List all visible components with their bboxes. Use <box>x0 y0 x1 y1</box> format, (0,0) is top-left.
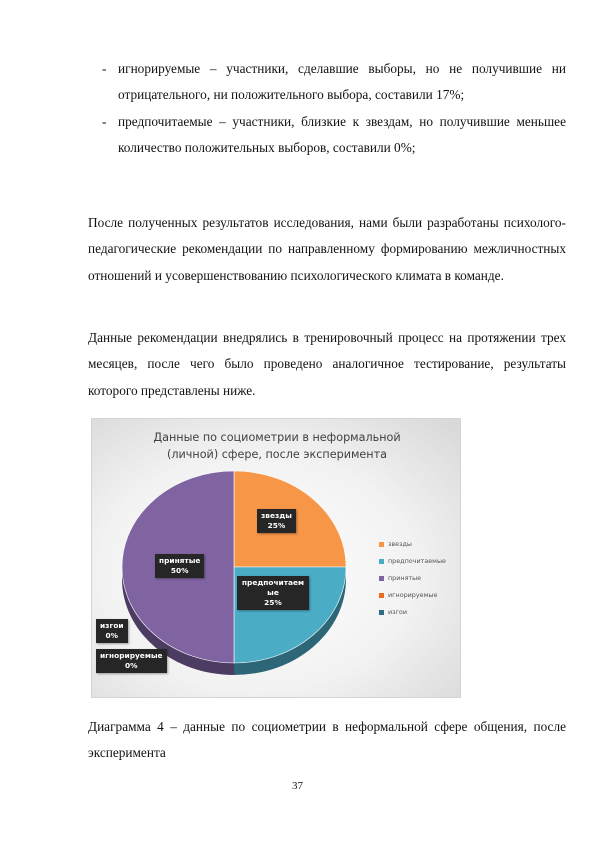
bullet-item <box>88 56 566 108</box>
legend-swatch <box>379 542 384 547</box>
legend-swatch <box>379 559 384 564</box>
paragraph: После полученных результатов исследования, нами были разработаны психолого-педагогические рекомендации по направленному формированию межличностных отношений и усовершенствованию психологического климата в команде. <box>88 215 566 283</box>
bullet-dash: - <box>102 61 107 76</box>
paragraph: Данные рекомендации внедрялись в тренировочный процесс на протяжении трех месяцев, после чего было проведено аналогичное тестирование, результаты которого представлены ниже. <box>88 330 566 398</box>
data-label-prinyatye <box>155 554 204 578</box>
data-label-value: 0% <box>105 631 119 640</box>
legend-label: принятые <box>388 574 422 582</box>
pie-chart <box>91 418 461 698</box>
legend-swatch <box>379 593 384 598</box>
data-label-name: изгои <box>100 621 124 630</box>
data-label-name: принятые <box>159 556 201 565</box>
data-label-value: 50% <box>170 566 189 575</box>
legend-label: изгои <box>388 608 407 616</box>
data-label-ignoriruemye <box>96 649 167 673</box>
data-label-value: 0% <box>125 661 138 670</box>
data-label-name: звезды <box>261 511 292 520</box>
chart-legend <box>379 539 459 624</box>
bullet-list <box>88 56 566 162</box>
legend-swatch <box>379 610 384 615</box>
legend-item <box>379 573 459 590</box>
page-number: 37 <box>292 780 303 792</box>
legend-label: звезды <box>388 540 412 548</box>
data-label-izgoi <box>96 619 128 643</box>
data-label-name: игнорируемые <box>100 651 163 660</box>
legend-item <box>379 556 459 573</box>
bullet-text: предпочитаемые – участники, близкие к звездам, но получившие меньшее количество положительных выборов, составили 0%; <box>118 114 566 155</box>
data-label-zvezdy <box>257 509 296 533</box>
data-label-value: 25% <box>267 521 286 530</box>
figure-caption: Диаграмма 4 – данные по социометрии в неформальной сфере общения, после эксперимента <box>88 719 566 760</box>
legend-item <box>379 590 459 607</box>
bullet-item <box>88 109 566 161</box>
legend-label: игнорируемые <box>388 591 438 599</box>
data-label-value: 25% <box>264 598 282 607</box>
legend-item <box>379 607 459 624</box>
data-label-name: предпочитаемые <box>241 578 305 597</box>
legend-item <box>379 539 459 556</box>
data-label-predpochitaemye <box>237 576 309 610</box>
bullet-dash: - <box>102 114 107 129</box>
chart-title: Данные по социометрии в неформальной (личной) сфере, после эксперимента <box>153 431 401 461</box>
legend-swatch <box>379 576 384 581</box>
legend-label: предпочитаемые <box>388 557 446 565</box>
bullet-text: игнорируемые – участники, сделавшие выборы, но не получившие ни отрицательного, ни положительного выбора, составили 17%; <box>118 61 566 102</box>
